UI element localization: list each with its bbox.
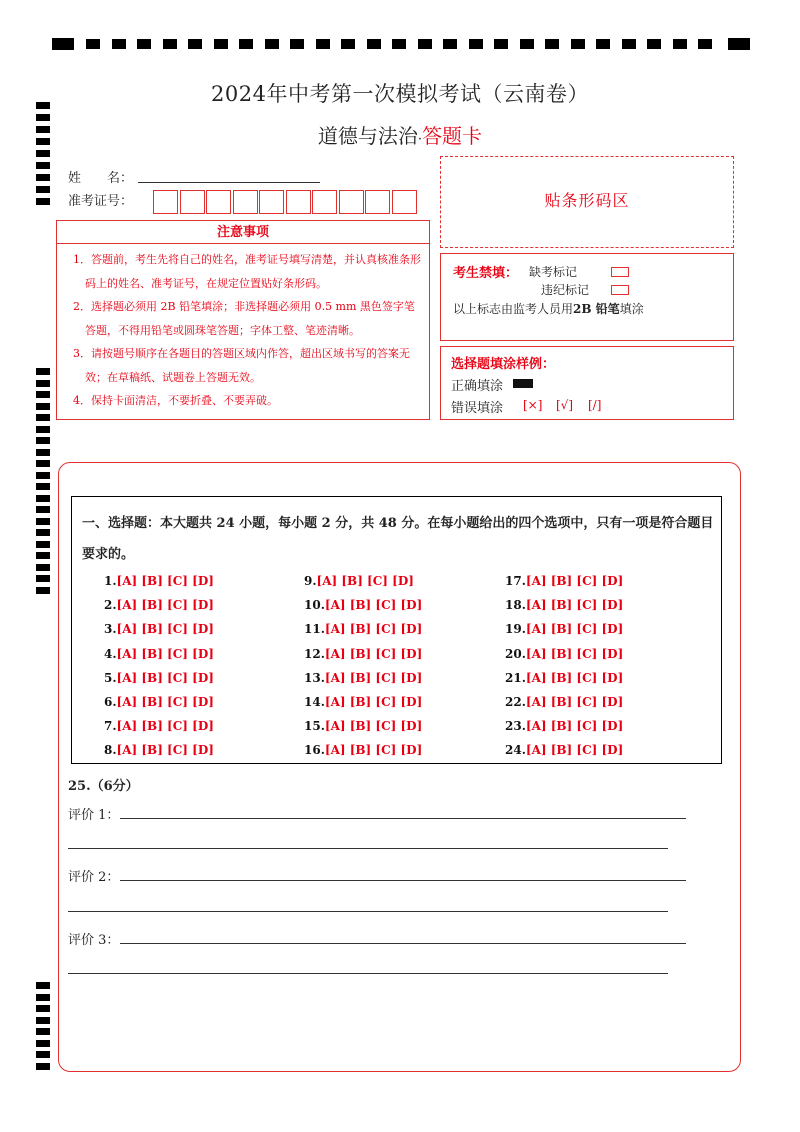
question-number: 12. xyxy=(304,646,325,661)
answer-options[interactable]: [A] [B] [C] [D] xyxy=(324,743,423,758)
card-label: 答题卡 xyxy=(422,124,483,148)
mcq-question[interactable] xyxy=(304,598,422,612)
answer-options[interactable]: [A] [B] [C] [D] xyxy=(525,622,624,637)
answer-options[interactable]: [A] [B] [C] [D] xyxy=(525,598,624,613)
mcq-question[interactable] xyxy=(505,671,623,685)
exam-no-digit-box[interactable] xyxy=(312,190,337,214)
mcq-question[interactable] xyxy=(304,574,414,588)
alignment-mark xyxy=(494,39,508,49)
notice-item: 2．选择题必须用 2B 铅笔填涂；非选择题必须用 0.5 mm 黑色签字笔答题，不得用铅笔或圆珠笔答题；字体工整、笔迹清晰。 xyxy=(73,300,415,337)
alignment-mark xyxy=(36,1005,50,1012)
alignment-mark xyxy=(36,495,50,502)
alignment-mark xyxy=(163,39,177,49)
question-number: 8. xyxy=(104,743,117,758)
proctor-note-text: 以上标志由监考人员用 xyxy=(453,302,574,316)
mcq-instructions: 一、选择题：本大题共 24 小题，每小题 2 分，共 48 分。在每小题给出的四个选项中，只有一项是符合题目要求的。 xyxy=(82,516,714,562)
eval-line[interactable] xyxy=(68,848,668,849)
answer-options[interactable]: [A] [B] [C] [D] xyxy=(116,719,214,734)
alignment-mark xyxy=(36,150,50,157)
correct-label: 正确填涂 xyxy=(451,379,504,394)
notice-item: 4．保持卡面清洁，不要折叠、不要弄破。 xyxy=(73,394,278,407)
question-number: 18. xyxy=(505,598,526,613)
mcq-question[interactable] xyxy=(505,743,623,757)
mcq-question[interactable] xyxy=(505,719,623,733)
alignment-mark xyxy=(36,1051,50,1058)
answer-options[interactable]: [A] [B] [C] [D] xyxy=(324,695,423,709)
exam-no-digit-box[interactable] xyxy=(153,190,178,214)
eval-label-2: 评价 2： xyxy=(68,870,120,885)
mcq-question[interactable] xyxy=(104,647,214,661)
alignment-mark xyxy=(36,564,50,571)
mcq-question[interactable] xyxy=(505,598,623,612)
question-number: 6. xyxy=(104,695,117,709)
alignment-mark xyxy=(36,162,50,169)
exam-no-digit-box[interactable] xyxy=(180,190,205,214)
mcq-question[interactable] xyxy=(304,647,422,661)
answer-options[interactable]: [A] [B] [C] [D] xyxy=(324,622,423,637)
answer-options[interactable]: [A] [B] [C] [D] xyxy=(324,719,423,734)
alignment-mark xyxy=(36,982,50,989)
alignment-mark xyxy=(443,39,457,49)
eval-line[interactable] xyxy=(68,911,668,912)
mcq-question[interactable] xyxy=(104,598,214,612)
question-number: 24. xyxy=(505,743,526,758)
alignment-mark xyxy=(36,391,50,398)
alignment-mark xyxy=(36,380,50,387)
subject-name: 道德与法治 xyxy=(317,124,418,148)
alignment-mark xyxy=(596,39,610,49)
alignment-mark xyxy=(392,39,406,49)
question-number: 5. xyxy=(104,670,117,685)
name-field[interactable] xyxy=(138,182,320,183)
top-alignment-marks xyxy=(52,38,752,50)
answer-options[interactable]: [A] [B] [C] [D] xyxy=(525,695,624,709)
exam-no-digit-box[interactable] xyxy=(233,190,258,214)
side-alignment-marks-top xyxy=(36,102,50,602)
answer-options[interactable]: [A] [B] [C] [D] xyxy=(525,670,624,685)
alignment-mark xyxy=(728,38,750,50)
answer-options[interactable]: [A] [B] [C] [D] xyxy=(324,670,423,685)
mcq-question[interactable] xyxy=(304,743,422,757)
proctor-only-box xyxy=(440,253,734,341)
answer-options[interactable]: [A] [B] [C] [D] xyxy=(525,743,624,758)
absent-mark-box[interactable] xyxy=(611,267,629,277)
answer-options[interactable]: [A] [B] [C] [D] xyxy=(116,695,214,709)
alignment-mark xyxy=(36,198,50,205)
alignment-mark xyxy=(36,1040,50,1047)
mcq-question[interactable] xyxy=(304,695,422,709)
wrong-mark-2: [√] xyxy=(556,398,574,412)
alignment-mark xyxy=(36,587,50,594)
wrong-mark-3: [/] xyxy=(588,398,602,412)
answer-options[interactable]: [A] [B] [C] [D] xyxy=(525,646,624,661)
wrong-mark-1: [×] xyxy=(523,398,543,412)
page-subtitle xyxy=(0,120,800,149)
eval-line[interactable] xyxy=(120,943,686,944)
answer-options[interactable]: [A] [B] [C] [D] xyxy=(324,598,423,613)
alignment-mark xyxy=(36,552,50,559)
notice-box xyxy=(56,243,430,420)
alignment-mark xyxy=(36,529,50,536)
question-number: 17. xyxy=(505,574,526,588)
answer-options[interactable]: [A] [B] [C] [D] xyxy=(316,574,414,588)
mcq-question[interactable] xyxy=(505,695,623,709)
exam-no-digit-box[interactable] xyxy=(392,190,417,214)
page-title: 2024年中考第一次模拟考试（云南卷） xyxy=(211,82,589,106)
proctor-title: 考生禁填： xyxy=(453,266,519,281)
question-number: 7. xyxy=(104,719,117,734)
question-number: 3. xyxy=(104,622,117,637)
question-number: 20. xyxy=(505,646,526,661)
eval-line[interactable] xyxy=(68,973,668,974)
absent-label: 缺考标记 xyxy=(529,265,578,279)
sample-title: 选择题填涂样例： xyxy=(451,357,556,372)
alignment-mark xyxy=(137,39,151,49)
alignment-mark xyxy=(367,39,381,49)
question-number: 15. xyxy=(304,719,325,734)
alignment-mark xyxy=(520,39,534,49)
alignment-mark xyxy=(214,39,228,49)
answer-options[interactable]: [A] [B] [C] [D] xyxy=(116,598,214,613)
alignment-mark xyxy=(418,39,432,49)
mcq-question[interactable] xyxy=(104,671,214,685)
alignment-mark xyxy=(622,39,636,49)
answer-options[interactable]: [A] [B] [C] [D] xyxy=(525,574,624,588)
exam-no-digit-box[interactable] xyxy=(339,190,364,214)
question-number: 21. xyxy=(505,670,526,685)
question-number: 13. xyxy=(304,670,325,685)
alignment-mark xyxy=(239,39,253,49)
question-number: 16. xyxy=(304,743,325,758)
alignment-mark xyxy=(469,39,483,49)
alignment-mark xyxy=(36,1063,50,1070)
question-number: 22. xyxy=(505,695,526,709)
alignment-mark xyxy=(36,460,50,467)
question-number: 9. xyxy=(304,574,317,588)
question-number: 14. xyxy=(304,695,325,709)
eval-line[interactable] xyxy=(120,880,686,881)
eval-label-1: 评价 1： xyxy=(68,808,120,823)
alignment-mark xyxy=(36,403,50,410)
wrong-label: 错误填涂 xyxy=(451,401,504,416)
alignment-mark xyxy=(36,174,50,181)
exam-no-label: 准考证号： xyxy=(68,194,134,209)
alignment-mark xyxy=(112,39,126,49)
alignment-mark xyxy=(545,39,559,49)
mcq-question[interactable] xyxy=(304,671,422,685)
proctor-note xyxy=(453,300,644,317)
alignment-mark xyxy=(36,414,50,421)
alignment-mark xyxy=(36,483,50,490)
alignment-mark xyxy=(52,38,74,50)
alignment-mark xyxy=(36,437,50,444)
alignment-mark xyxy=(36,541,50,548)
mcq-question[interactable] xyxy=(505,647,623,661)
alignment-mark xyxy=(36,575,50,582)
exam-no-digit-box[interactable] xyxy=(365,190,390,214)
mcq-question[interactable] xyxy=(104,743,214,757)
question-number: 11. xyxy=(304,622,325,637)
alignment-mark xyxy=(698,39,712,49)
q25-title: 25.（6分） xyxy=(68,779,139,794)
alignment-mark xyxy=(36,1028,50,1035)
mcq-question[interactable] xyxy=(304,719,422,733)
violation-mark-box[interactable] xyxy=(611,285,629,295)
correct-fill-sample xyxy=(513,379,533,388)
alignment-mark xyxy=(36,449,50,456)
exam-no-digit-box[interactable] xyxy=(206,190,231,214)
answer-options[interactable]: [A] [B] [C] [D] xyxy=(525,719,624,734)
answer-options[interactable]: [A] [B] [C] [D] xyxy=(116,670,214,685)
alignment-mark xyxy=(36,472,50,479)
title-separator: · xyxy=(417,132,423,147)
alignment-mark xyxy=(36,368,50,375)
exam-no-digit-box[interactable] xyxy=(259,190,284,214)
proctor-note-bold: 2B 铅笔 xyxy=(573,302,620,316)
question-number: 2. xyxy=(104,598,117,613)
exam-no-digit-box[interactable] xyxy=(286,190,311,214)
mcq-question[interactable] xyxy=(304,622,422,636)
answer-options[interactable]: [A] [B] [C] [D] xyxy=(116,646,214,661)
answer-options[interactable]: [A] [B] [C] [D] xyxy=(324,646,423,661)
alignment-mark xyxy=(86,39,100,49)
mcq-question[interactable] xyxy=(104,622,214,636)
mcq-question[interactable] xyxy=(505,622,623,636)
mcq-question[interactable] xyxy=(104,574,214,588)
alignment-mark xyxy=(265,39,279,49)
notice-item: 3．请按题号顺序在各题目的答题区域内作答，超出区域书写的答案无效；在草稿纸、试题卷上答题无效。 xyxy=(73,347,410,384)
alignment-mark xyxy=(571,39,585,49)
mcq-question[interactable] xyxy=(104,695,214,709)
alignment-mark xyxy=(36,506,50,513)
mcq-question[interactable] xyxy=(104,719,214,733)
side-alignment-marks-bottom xyxy=(36,982,50,1077)
question-number: 1. xyxy=(104,574,117,588)
name-label: 姓 名： xyxy=(68,171,134,186)
question-number: 10. xyxy=(304,598,325,613)
alignment-mark xyxy=(316,39,330,49)
alignment-mark xyxy=(36,426,50,433)
question-number: 4. xyxy=(104,646,117,661)
question-number: 19. xyxy=(505,622,526,637)
answer-options[interactable]: [A] [B] [C] [D] xyxy=(116,622,214,637)
answer-options[interactable]: [A] [B] [C] [D] xyxy=(116,743,214,758)
alignment-mark xyxy=(36,518,50,525)
alignment-mark xyxy=(188,39,202,49)
barcode-area: 贴条形码区 xyxy=(440,156,734,248)
question-number: 23. xyxy=(505,719,526,734)
fill-sample-box xyxy=(440,346,734,420)
mcq-question[interactable] xyxy=(505,574,623,588)
alignment-mark xyxy=(647,39,661,49)
eval-label-3: 评价 3： xyxy=(68,933,120,948)
notice-title: 注意事项 xyxy=(56,220,430,243)
notice-item: 1．答题前，考生先将自己的姓名，准考证号填写清楚，并认真核准条形码上的姓名、准考证号，在规定位置贴好条形码。 xyxy=(73,253,421,290)
alignment-mark xyxy=(673,39,687,49)
violation-label: 违纪标记 xyxy=(541,283,590,297)
alignment-mark xyxy=(36,186,50,193)
proctor-note-end: 填涂 xyxy=(619,302,644,316)
alignment-mark xyxy=(36,1017,50,1024)
eval-line[interactable] xyxy=(120,818,686,819)
alignment-mark xyxy=(341,39,355,49)
alignment-mark xyxy=(36,994,50,1001)
answer-options[interactable]: [A] [B] [C] [D] xyxy=(116,574,214,588)
alignment-mark xyxy=(290,39,304,49)
